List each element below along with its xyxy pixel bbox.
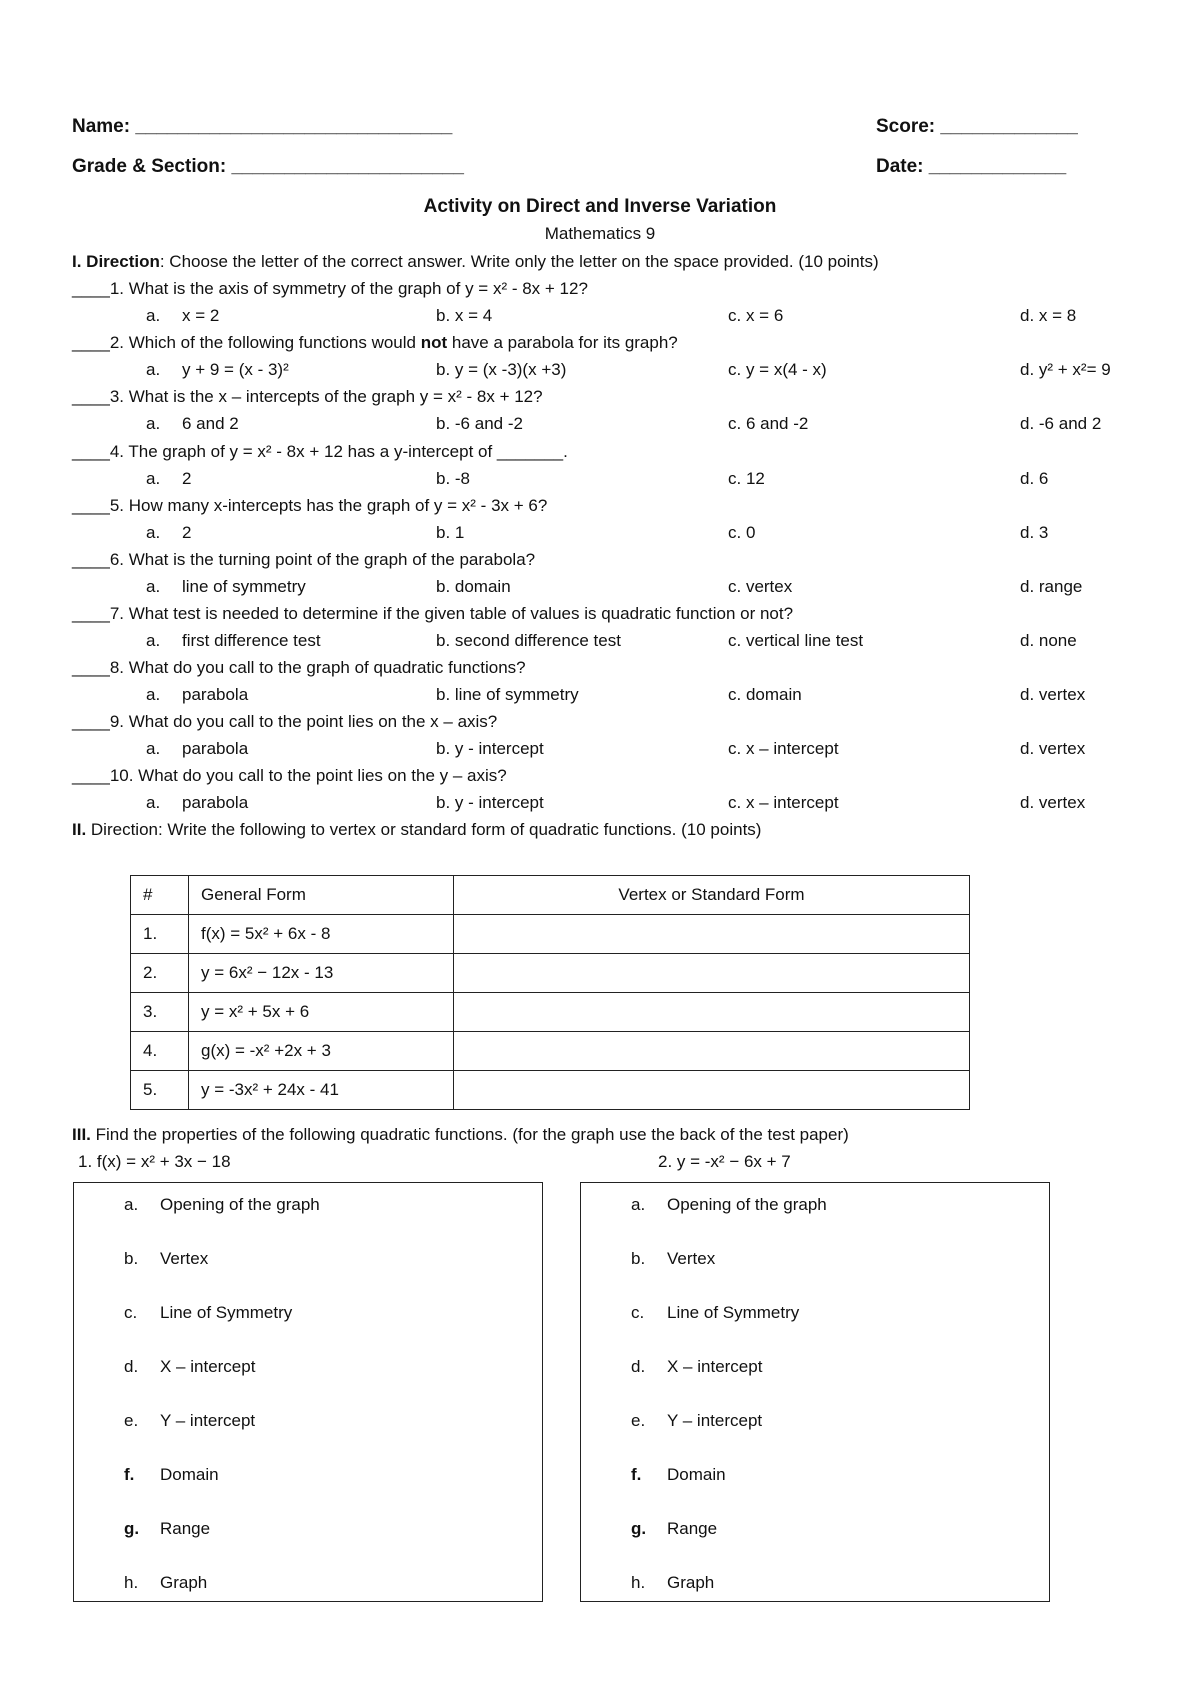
property-letter: d.: [631, 1357, 646, 1376]
property-letter: d.: [124, 1357, 139, 1376]
property-label: Y – intercept: [667, 1411, 763, 1430]
part3-direction: [72, 1125, 849, 1145]
table-row: [131, 993, 970, 1032]
question-9: ____9. What do you call to the point lies on the x – axis?: [72, 712, 498, 731]
name-blank[interactable]: ______________________________: [135, 116, 453, 137]
q5-option-a[interactable]: [146, 523, 191, 543]
option-text: first difference test: [182, 631, 321, 650]
table-header-vertex-form: Vertex or Standard Form: [454, 876, 970, 915]
q6-option-b[interactable]: b. domain: [436, 577, 511, 596]
score-blank[interactable]: _____________: [940, 116, 1078, 137]
q7-option-c[interactable]: c. vertical line test: [728, 631, 864, 650]
grade-section-field: [72, 156, 464, 178]
q7-option-b[interactable]: b. second difference test: [436, 631, 621, 650]
function-1-label: 1. f(x) = x² + 3x − 18: [78, 1152, 231, 1171]
property-letter: h.: [124, 1573, 139, 1592]
option-text: 2: [182, 523, 192, 542]
property-label: Opening of the graph: [160, 1195, 320, 1214]
question-4: ____4. The graph of y = x² - 8x + 12 has a y-intercept of _______.: [72, 442, 568, 461]
property-domain: [124, 1465, 219, 1485]
question-2: [72, 333, 678, 360]
property-line-of-symmetry: [631, 1303, 799, 1323]
property-y-intercept: [124, 1411, 255, 1431]
question-8: ____8. What do you call to the graph of quadratic functions?: [72, 658, 526, 677]
property-label: Line of Symmetry: [160, 1303, 293, 1322]
question-10: ____10. What do you call to the point lies on the y – axis?: [72, 766, 507, 785]
option-text: parabola: [182, 793, 249, 812]
q1-option-a[interactable]: [146, 306, 219, 326]
row-number: 4.: [131, 1032, 189, 1071]
q10-option-b[interactable]: b. y - intercept: [436, 793, 544, 812]
property-range: [631, 1519, 717, 1539]
q7-option-d[interactable]: d. none: [1020, 631, 1077, 650]
name-field: [72, 116, 452, 138]
property-line-of-symmetry: [124, 1303, 292, 1323]
property-vertex: [631, 1249, 715, 1269]
part3-heading: III.: [72, 1125, 91, 1144]
property-letter: g.: [631, 1519, 647, 1538]
property-letter: b.: [124, 1249, 139, 1268]
part2-heading: II.: [72, 820, 87, 839]
option-letter: a.: [146, 577, 161, 596]
q1-option-b[interactable]: b. x = 4: [436, 306, 493, 325]
question-1: ____1. What is the axis of symmetry of the graph of y = x² - 8x + 12?: [72, 279, 588, 298]
property-letter: f.: [631, 1465, 642, 1484]
property-label: Domain: [160, 1465, 219, 1484]
q9-option-a[interactable]: [146, 739, 248, 759]
q3-option-a[interactable]: [146, 414, 239, 434]
property-letter: a.: [124, 1195, 139, 1214]
property-letter: h.: [631, 1573, 646, 1592]
general-form-cell: y = x² + 5x + 6: [189, 993, 454, 1032]
q4-option-d[interactable]: d. 6: [1020, 469, 1049, 488]
score-field: [876, 116, 1078, 138]
grade-section-label: Grade & Section:: [72, 156, 227, 177]
property-label: Vertex: [667, 1249, 716, 1268]
q1-option-c[interactable]: c. x = 6: [728, 306, 784, 325]
answer-cell[interactable]: [454, 993, 970, 1032]
table-header-number: #: [131, 876, 189, 915]
properties-box-1[interactable]: [73, 1182, 543, 1602]
option-letter: a.: [146, 414, 161, 433]
property-label: Range: [160, 1519, 211, 1538]
option-letter: a.: [146, 631, 161, 650]
part1-instruction: : Choose the letter of the correct answer. Write only the letter on the space provided. (10 points): [159, 252, 879, 271]
table-row: [131, 915, 970, 954]
property-letter: f.: [124, 1465, 135, 1484]
general-form-cell: f(x) = 5x² + 6x - 8: [189, 915, 454, 954]
q10-option-c[interactable]: c. x – intercept: [728, 793, 839, 812]
property-opening: [124, 1195, 320, 1215]
property-letter: e.: [631, 1411, 646, 1430]
q2-text-bold: not: [420, 333, 448, 352]
q2-option-c[interactable]: c. y = x(4 - x): [728, 360, 827, 379]
question-7: ____7. What test is needed to determine if the given table of values is quadratic function or not?: [72, 604, 794, 623]
table-row: [131, 954, 970, 993]
q5-option-b[interactable]: b. 1: [436, 523, 465, 542]
q4-option-c[interactable]: c. 12: [728, 469, 765, 488]
property-label: Y – intercept: [160, 1411, 256, 1430]
property-vertex: [124, 1249, 208, 1269]
q10-option-d[interactable]: d. vertex: [1020, 793, 1086, 812]
option-letter: a.: [146, 685, 161, 704]
table-header-row: [131, 876, 970, 915]
option-text: x = 2: [182, 306, 220, 325]
q10-option-a[interactable]: [146, 793, 248, 813]
grade-section-blank[interactable]: ______________________: [231, 156, 464, 177]
q2-option-a[interactable]: [146, 360, 289, 380]
option-letter: a.: [146, 306, 161, 325]
property-letter: b.: [631, 1249, 646, 1268]
q7-option-a[interactable]: [146, 631, 321, 651]
option-letter: a.: [146, 739, 161, 758]
part1-direction: [72, 252, 879, 272]
property-label: X – intercept: [160, 1357, 256, 1376]
property-letter: e.: [124, 1411, 139, 1430]
q3-option-d[interactable]: d. -6 and 2: [1020, 414, 1102, 433]
property-letter: c.: [124, 1303, 138, 1322]
property-label: Domain: [667, 1465, 726, 1484]
general-form-cell: y = -3x² + 24x - 41: [189, 1071, 454, 1110]
property-label: Range: [667, 1519, 718, 1538]
property-label: Graph: [667, 1573, 715, 1592]
q6-option-d[interactable]: d. range: [1020, 577, 1083, 596]
q9-option-c[interactable]: c. x – intercept: [728, 739, 839, 758]
property-label: Opening of the graph: [667, 1195, 827, 1214]
property-letter: c.: [631, 1303, 645, 1322]
q9-option-b[interactable]: b. y - intercept: [436, 739, 544, 758]
q6-option-a[interactable]: [146, 577, 306, 597]
part1-heading: I. Direction: [72, 252, 160, 271]
vertex-form-table: [130, 875, 970, 1110]
property-label: Vertex: [160, 1249, 209, 1268]
row-number: 1.: [131, 915, 189, 954]
table-header-general-form: General Form: [189, 876, 454, 915]
question-5: ____5. How many x-intercepts has the graph of y = x² - 3x + 6?: [72, 496, 548, 515]
property-graph: [124, 1573, 207, 1593]
option-text: 6 and 2: [182, 414, 239, 433]
q2-option-d[interactable]: d. y² + x²= 9: [1020, 360, 1111, 379]
q1-option-d[interactable]: d. x = 8: [1020, 306, 1077, 325]
property-range: [124, 1519, 210, 1539]
q8-option-a[interactable]: [146, 685, 248, 705]
q3-option-b[interactable]: b. -6 and -2: [436, 414, 523, 433]
answer-cell[interactable]: [454, 954, 970, 993]
date-label: Date:: [876, 156, 924, 177]
q2-option-b[interactable]: b. y = (x -3)(x +3): [436, 360, 567, 379]
option-letter: a.: [146, 360, 161, 379]
date-field: [876, 156, 1066, 178]
row-number: 2.: [131, 954, 189, 993]
q5-option-c[interactable]: c. 0: [728, 523, 756, 542]
part2-instruction: Direction: Write the following to vertex or standard form of quadratic functions. (10 points): [86, 820, 762, 839]
q5-option-d[interactable]: d. 3: [1020, 523, 1049, 542]
row-number: 5.: [131, 1071, 189, 1110]
q8-option-b[interactable]: b. line of symmetry: [436, 685, 579, 704]
properties-box-2[interactable]: [580, 1182, 1050, 1602]
option-letter: a.: [146, 469, 161, 488]
row-number: 3.: [131, 993, 189, 1032]
property-x-intercept: [124, 1357, 255, 1377]
q8-option-d[interactable]: d. vertex: [1020, 685, 1086, 704]
question-3: ____3. What is the x – intercepts of the graph y = x² - 8x + 12?: [72, 387, 543, 406]
table-row: [131, 1071, 970, 1110]
property-letter: a.: [631, 1195, 646, 1214]
option-text: line of symmetry: [182, 577, 306, 596]
property-y-intercept: [631, 1411, 762, 1431]
option-text: y + 9 = (x - 3)²: [182, 360, 289, 379]
property-label: Graph: [160, 1573, 208, 1592]
option-text: 2: [182, 469, 192, 488]
general-form-cell: g(x) = -x² +2x + 3: [189, 1032, 454, 1071]
property-graph: [631, 1573, 714, 1593]
part3-instruction: Find the properties of the following quadratic functions. (for the graph use the back of the test paper): [90, 1125, 849, 1144]
property-domain: [631, 1465, 726, 1485]
question-6: ____6. What is the turning point of the graph of the parabola?: [72, 550, 536, 569]
q2-text-post: have a parabola for its graph?: [447, 333, 678, 352]
option-letter: a.: [146, 793, 161, 812]
property-label: Line of Symmetry: [667, 1303, 800, 1322]
part2-direction: [72, 820, 761, 840]
property-opening: [631, 1195, 827, 1215]
q9-option-d[interactable]: d. vertex: [1020, 739, 1086, 758]
q2-text-pre: ____2. Which of the following functions would: [72, 333, 421, 352]
name-label: Name:: [72, 116, 131, 137]
q6-option-c[interactable]: c. vertex: [728, 577, 793, 596]
property-label: X – intercept: [667, 1357, 763, 1376]
option-letter: a.: [146, 523, 161, 542]
worksheet-title: Activity on Direct and Inverse Variation: [423, 196, 777, 217]
function-2-label: 2. y = -x² − 6x + 7: [658, 1152, 791, 1171]
general-form-cell: y = 6x² − 12x - 13: [189, 954, 454, 993]
answer-cell[interactable]: [454, 1032, 970, 1071]
date-blank[interactable]: _____________: [928, 156, 1067, 177]
answer-cell[interactable]: [454, 915, 970, 954]
score-label: Score:: [876, 116, 936, 137]
option-text: parabola: [182, 685, 249, 704]
worksheet-subtitle: Mathematics 9: [544, 224, 656, 243]
answer-cell[interactable]: [454, 1071, 970, 1110]
property-letter: g.: [124, 1519, 140, 1538]
property-x-intercept: [631, 1357, 762, 1377]
q8-option-c[interactable]: c. domain: [728, 685, 802, 704]
q4-option-a[interactable]: [146, 469, 191, 489]
q3-option-c[interactable]: c. 6 and -2: [728, 414, 809, 433]
table-row: [131, 1032, 970, 1071]
q4-option-b[interactable]: b. -8: [436, 469, 471, 488]
option-text: parabola: [182, 739, 249, 758]
